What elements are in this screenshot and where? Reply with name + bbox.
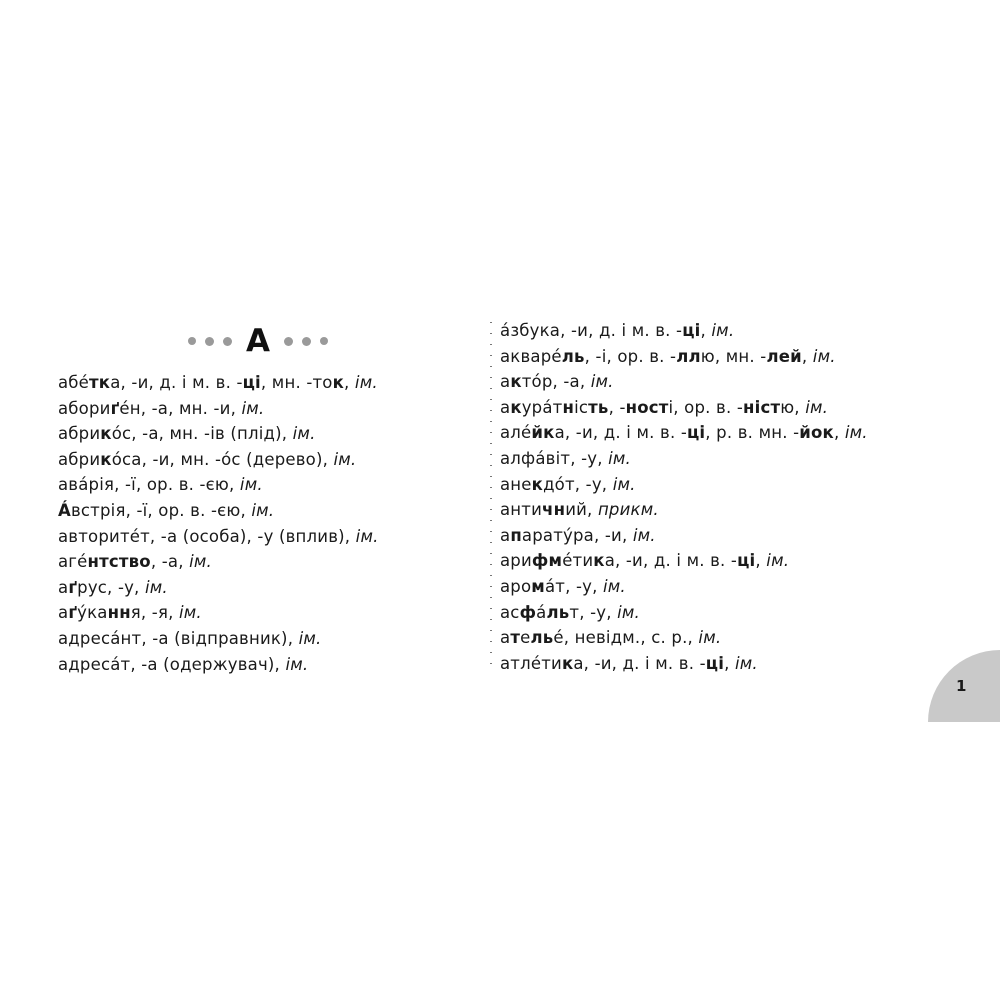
entry-text-run: ніст bbox=[743, 397, 781, 417]
entry-text-run: нн bbox=[107, 603, 131, 623]
entry-text-run: ль bbox=[546, 602, 570, 622]
entry-text-run: прикм. bbox=[597, 500, 659, 520]
entry-text-run: ане bbox=[500, 474, 532, 494]
entry-text-run: Á bbox=[58, 500, 71, 520]
entry-text-run: агé bbox=[58, 552, 88, 572]
entry-text-run: ім. bbox=[632, 525, 656, 545]
entry-text-run: тóр, -а, bbox=[521, 372, 591, 392]
entry-text-run: , bbox=[833, 423, 845, 443]
entry-text-run: адресáнт, -а (відправник), bbox=[58, 628, 299, 648]
entry-text-run: а bbox=[58, 577, 69, 597]
entry-text-run: ýка bbox=[77, 603, 108, 623]
entry-text-run: , bbox=[724, 653, 735, 673]
entry-text-run: ім. bbox=[608, 448, 631, 468]
entry-text-run: йк bbox=[531, 423, 555, 443]
entry-text-run: ім. bbox=[711, 321, 735, 340]
entry-text-run: авáрія, -ї, ор. в. -єю, bbox=[58, 475, 240, 495]
entry-text-run: ім. bbox=[239, 475, 263, 495]
entry-text-run: акварé bbox=[500, 346, 562, 366]
entry-text-run: ґ bbox=[68, 603, 78, 623]
entry-text-run: лей bbox=[766, 346, 802, 366]
entry-text-run: ім. bbox=[603, 576, 626, 596]
entry-text-run: ім. bbox=[178, 603, 202, 623]
entry-text-run: а bbox=[500, 397, 511, 417]
entry-text-run: абри bbox=[58, 449, 101, 469]
entry-text-run: а bbox=[500, 628, 511, 648]
entry-text-run: , bbox=[700, 321, 712, 340]
entry-text-run: ім. bbox=[617, 602, 641, 622]
decorative-dot-icon bbox=[205, 337, 214, 346]
entry-text-run: ім. bbox=[251, 500, 275, 520]
dictionary-entry bbox=[58, 396, 458, 422]
entry-text-run: ці bbox=[687, 423, 706, 443]
entry-text-run: урáт bbox=[521, 397, 563, 417]
entry-text-run: éти bbox=[562, 551, 594, 571]
letter-glyph: А bbox=[246, 322, 270, 359]
entry-text-run: ф bbox=[519, 602, 537, 622]
entry-text-run: а bbox=[58, 603, 69, 623]
dictionary-entry bbox=[500, 369, 960, 395]
dictionary-entry bbox=[58, 600, 458, 626]
entry-text-run: анти bbox=[500, 500, 543, 520]
entry-text-run: чн bbox=[542, 500, 566, 520]
entry-text-run: ці bbox=[705, 653, 725, 673]
entry-text-run: ім. bbox=[612, 474, 636, 494]
entry-text-run: ю, мн. - bbox=[700, 346, 767, 366]
entry-text-run: н bbox=[562, 397, 575, 417]
dictionary-entry bbox=[500, 446, 960, 472]
entry-text-run: атлéти bbox=[500, 653, 562, 673]
dictionary-entry bbox=[58, 498, 458, 524]
entry-text-run: ль bbox=[530, 628, 554, 648]
entry-text-run: п bbox=[510, 525, 522, 545]
entry-text-run: к bbox=[332, 373, 345, 392]
entry-text-run: , bbox=[801, 346, 813, 366]
entry-text-run: лл bbox=[676, 346, 701, 366]
dictionary-entry bbox=[58, 472, 458, 498]
entry-text-run: аратýра, -и, bbox=[521, 525, 633, 545]
entry-text-run: ґ bbox=[68, 577, 78, 597]
entry-text-run: ім. bbox=[241, 398, 265, 418]
entry-text-run: адресáт, -а (одержувач), bbox=[58, 654, 286, 674]
dictionary-entry bbox=[58, 652, 458, 678]
dictionary-entry bbox=[500, 651, 960, 677]
dictionary-entry bbox=[500, 548, 960, 574]
entry-text-run: ім. bbox=[355, 526, 379, 546]
entry-text-run: óса, -и, мн. -óс (дерево), bbox=[111, 449, 334, 469]
entry-text-run: ль bbox=[561, 346, 585, 366]
dictionary-entry bbox=[500, 472, 960, 498]
entry-text-run: дóт, -у, bbox=[543, 474, 613, 494]
entry-text-run: ґ bbox=[110, 398, 120, 418]
entry-text-run: ю, bbox=[780, 397, 806, 417]
entry-text-run: е bbox=[520, 628, 531, 648]
entry-text-run: т bbox=[510, 628, 521, 648]
entry-text-run: á bbox=[500, 321, 511, 340]
entry-text-run: а, -и, д. і м. в. - bbox=[110, 373, 243, 392]
entry-text-run: а, -и, д. і м. в. - bbox=[549, 321, 683, 340]
entry-text-run: а bbox=[500, 372, 511, 392]
entry-text-run: встрія, -ї, ор. в. -єю, bbox=[70, 500, 252, 520]
entry-text-run: алфáвіт, -у, bbox=[500, 448, 609, 468]
entry-text-run: ім. bbox=[333, 449, 357, 469]
entry-text-run: , мн. -то bbox=[260, 373, 333, 392]
entry-text-run: к bbox=[510, 397, 522, 417]
entry-text-run: é, невідм., с. р., bbox=[553, 628, 699, 648]
entry-text-run: іс bbox=[574, 397, 589, 417]
dictionary-entry bbox=[58, 549, 458, 575]
dictionary-entry bbox=[500, 420, 960, 446]
entry-text-run: збук bbox=[510, 321, 550, 340]
dictionary-entry bbox=[500, 318, 960, 344]
entry-text-run: аро bbox=[500, 576, 532, 596]
entry-text-run: ть bbox=[588, 397, 609, 417]
entry-text-run: ари bbox=[500, 551, 532, 571]
entry-text-run: ім. bbox=[766, 551, 790, 571]
column-divider bbox=[490, 322, 492, 672]
entry-text-run: , - bbox=[608, 397, 626, 417]
entry-text-run: , р. в. мн. - bbox=[705, 423, 800, 443]
entry-text-run: м bbox=[531, 576, 545, 596]
entry-text-run: к bbox=[100, 424, 112, 444]
entry-text-run: а, -и, д. і м. в. - bbox=[554, 423, 687, 443]
entry-text-run: абé bbox=[58, 373, 90, 392]
entry-text-run: áт, -у, bbox=[544, 576, 603, 596]
decorative-dot-icon bbox=[223, 337, 232, 346]
entry-text-run: ці bbox=[242, 373, 261, 392]
entry-text-run: абри bbox=[58, 424, 101, 444]
entry-text-run: ім. bbox=[805, 397, 829, 417]
entry-text-run: ім. bbox=[590, 372, 614, 392]
entry-text-run: ім. bbox=[285, 654, 309, 674]
entry-text-run: ці bbox=[737, 551, 756, 571]
entry-text-run: ім. bbox=[292, 424, 316, 444]
entry-text-run: , -а, bbox=[150, 552, 190, 572]
dictionary-entry bbox=[58, 575, 458, 601]
entry-text-run: к bbox=[100, 449, 112, 469]
dictionary-entry bbox=[58, 524, 458, 550]
dictionary-entry bbox=[58, 421, 458, 447]
entry-text-run: ім. bbox=[844, 423, 868, 443]
decorative-dot-icon bbox=[188, 337, 196, 345]
dictionary-entry bbox=[500, 395, 960, 421]
right-column bbox=[500, 318, 960, 676]
left-entry-list bbox=[58, 370, 458, 677]
dictionary-entry bbox=[58, 626, 458, 652]
entry-text-run: ім. bbox=[734, 653, 758, 673]
entry-text-run: к bbox=[510, 372, 522, 392]
entry-text-run: ім. bbox=[298, 628, 322, 648]
dictionary-entry bbox=[500, 600, 960, 626]
entry-text-run: , -і, ор. в. - bbox=[584, 346, 677, 366]
entry-text-run: á bbox=[536, 602, 547, 622]
entry-text-run: авторитéт, -а (особа), -у (вплив), bbox=[58, 526, 356, 546]
right-entry-list bbox=[500, 318, 960, 676]
entry-text-run: а, -и, д. і м. в. - bbox=[573, 653, 706, 673]
decorative-dot-icon bbox=[320, 337, 328, 345]
entry-text-run: ім. bbox=[698, 628, 722, 648]
entry-text-run: ий, bbox=[565, 500, 598, 520]
entry-text-run: я, -я, bbox=[130, 603, 179, 623]
dictionary-entry bbox=[500, 625, 960, 651]
dictionary-entry bbox=[58, 370, 458, 396]
entry-text-run: абори bbox=[58, 398, 111, 418]
decorative-dot-icon bbox=[284, 337, 293, 346]
entry-text-run: óс, -а, мн. -ів (плід), bbox=[111, 424, 293, 444]
letter-section-heading bbox=[58, 318, 458, 364]
entry-text-run: ас bbox=[500, 602, 520, 622]
page-number: 1 bbox=[956, 677, 967, 695]
dictionary-entry bbox=[500, 574, 960, 600]
entry-text-run: ім. bbox=[189, 552, 212, 572]
entry-text-run: алé bbox=[500, 423, 532, 443]
entry-text-run: ім. bbox=[812, 346, 836, 366]
entry-text-run: йок bbox=[799, 423, 834, 443]
entry-text-run: , bbox=[344, 373, 355, 392]
dictionary-entry bbox=[500, 523, 960, 549]
entry-text-run: к bbox=[561, 653, 574, 673]
entry-text-run: тк bbox=[89, 373, 111, 392]
entry-text-run: ці bbox=[682, 321, 701, 340]
entry-text-run: нтство bbox=[87, 552, 151, 572]
entry-text-run: éн, -а, мн. -и, bbox=[119, 398, 242, 418]
entry-text-run: т, -у, bbox=[569, 602, 618, 622]
entry-text-run: ім. bbox=[354, 373, 378, 392]
entry-text-run: рус, -у, bbox=[77, 577, 145, 597]
entry-text-run: ім. bbox=[144, 577, 168, 597]
dictionary-entry bbox=[500, 344, 960, 370]
entry-text-run: ност bbox=[625, 397, 669, 417]
entry-text-run: к bbox=[593, 551, 605, 571]
entry-text-run: і, ор. в. - bbox=[668, 397, 744, 417]
entry-text-run: а bbox=[500, 525, 511, 545]
entry-text-run: а, -и, д. і м. в. - bbox=[604, 551, 738, 571]
dictionary-entry bbox=[500, 497, 960, 523]
dictionary-entry bbox=[58, 447, 458, 473]
entry-text-run: фм bbox=[531, 551, 563, 571]
decorative-dot-icon bbox=[302, 337, 311, 346]
entry-text-run: к bbox=[531, 474, 544, 494]
entry-text-run: , bbox=[755, 551, 767, 571]
left-column bbox=[58, 318, 458, 677]
